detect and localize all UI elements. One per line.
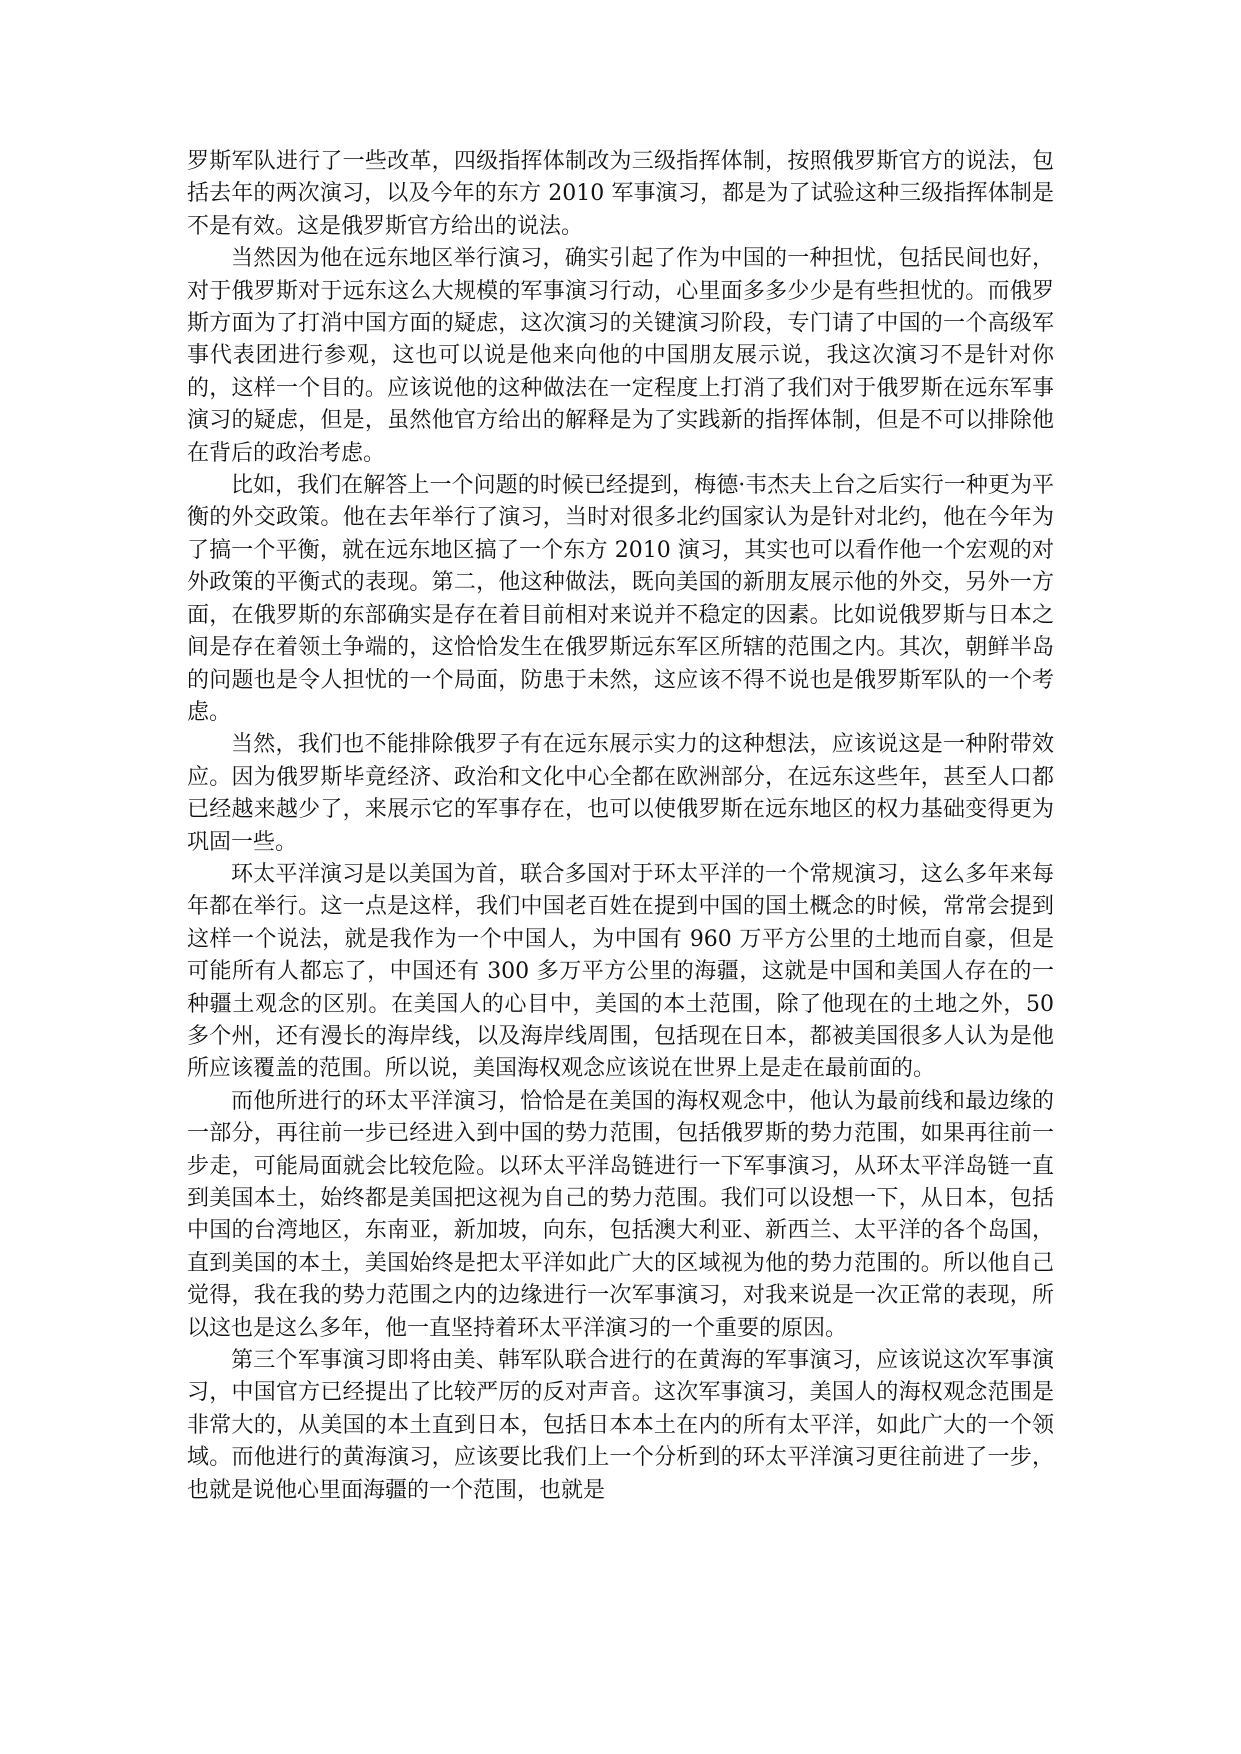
paragraph-5: 环太平洋演习是以美国为首，联合多国对于环太平洋的一个常规演习，这么多年来每年都在举行。这一点是这样，我们中国老百姓在提到中国的国土概念的时候，常常会提到这样一个说法，就是我作为一个中国人，为中国有 960 万平方公里的土地而自豪，但是可能所有人都忘了，中国还有 300 多万平方公里的海疆，这就是中国和美国人存在的一种疆土观念的区别。在美国人的心目中，美国的本土范围，除了他现在的土地之外，50 多个州，还有漫长的海岸线，以及海岸线周围，包括现在日本，都被美国很多人认为是他所应该覆盖的范围。所以说，美国海权观念应该说在世界上是走在最前面的。 — [187, 861, 1054, 1082]
document-page — [187, 146, 1054, 1507]
paragraph-6: 而他所进行的环太平洋演习，恰恰是在美国的海权观念中，他认为最前线和最边缘的一部分，再往前一步已经进入到中国的势力范围，包括俄罗斯的势力范围，如果再往前一步走，可能局面就会比较危险。以环太平洋岛链进行一下军事演习，从环太平洋岛链一直到美国本土，始终都是美国把这视为自己的势力范围。我们可以设想一下，从日本，包括中国的台湾地区，东南亚，新加坡，向东，包括澳大利亚、新西兰、太平洋的各个岛国，直到美国的本土，美国始终是把太平洋如此广大的区域视为他的势力范围的。所以他自己觉得，我在我的势力范围之内的边缘进行一次军事演习，对我来说是一次正常的表现，所以这也是这么多年，他一直坚持着环太平洋演习的一个重要的原因。 — [187, 1088, 1054, 1341]
paragraph-1: 罗斯军队进行了一些改革，四级指挥体制改为三级指挥体制，按照俄罗斯官方的说法，包括去年的两次演习，以及今年的东方 2010 军事演习，都是为了试验这种三级指挥体制是不是有效。这是俄罗斯官方给出的说法。 — [187, 149, 1054, 239]
paragraph-4: 当然，我们也不能排除俄罗子有在远东展示实力的这种想法，应该说这是一种附带效应。因为俄罗斯毕竟经济、政治和文化中心全都在欧洲部分，在远东这些年，甚至人口都已经越来越少了，来展示它的军事存在，也可以使俄罗斯在远东地区的权力基础变得更为巩固一些。 — [187, 732, 1054, 855]
paragraph-2: 当然因为他在远东地区举行演习，确实引起了作为中国的一种担忧，包括民间也好，对于俄罗斯对于远东这么大规模的军事演习行动，心里面多多少少是有些担忧的。而俄罗斯方面为了打消中国方面的疑虑，这次演习的关键演习阶段，专门请了中国的一个高级军事代表团进行参观，这也可以说是他来向他的中国朋友展示说，我这次演习不是针对你的，这样一个目的。应该说他的这种做法在一定程度上打消了我们对于俄罗斯在远东军事演习的疑虑，但是，虽然他官方给出的解释是为了实践新的指挥体制，但是不可以排除他在背后的政治考虑。 — [187, 246, 1054, 466]
paragraph-7: 第三个军事演习即将由美、韩军队联合进行的在黄海的军事演习，应该说这次军事演习，中国官方已经提出了比较严厉的反对声音。这次军事演习，美国人的海权观念范围是非常大的，从美国的本土直到日本，包括日本本土在内的所有太平洋，如此广大的一个领域。而他进行的黄海演习，应该要比我们上一个分析到的环太平洋演习更往前进了一步，也就是说他心里面海疆的一个范围，也就是 — [187, 1348, 1054, 1503]
paragraph-3: 比如，我们在解答上一个问题的时候已经提到，梅德·韦杰夫上台之后实行一种更为平衡的外交政策。他在去年举行了演习，当时对很多北约国家认为是针对北约，他在今年为了搞一个平衡，就在远东地区搞了一个东方 2010 演习，其实也可以看作他一个宏观的对外政策的平衡式的表现。第二，他这种做法，既向美国的新朋友展示他的外交，另外一方面，在俄罗斯的东部确实是存在着目前相对来说并不稳定的因素。比如说俄罗斯与日本之间是存在着领土争端的，这恰恰发生在俄罗斯远东军区所辖的范围之内。其次，朝鲜半岛的问题也是令人担忧的一个局面，防患于未然，这应该不得不说也是俄罗斯军队的一个考虑。 — [187, 473, 1054, 725]
